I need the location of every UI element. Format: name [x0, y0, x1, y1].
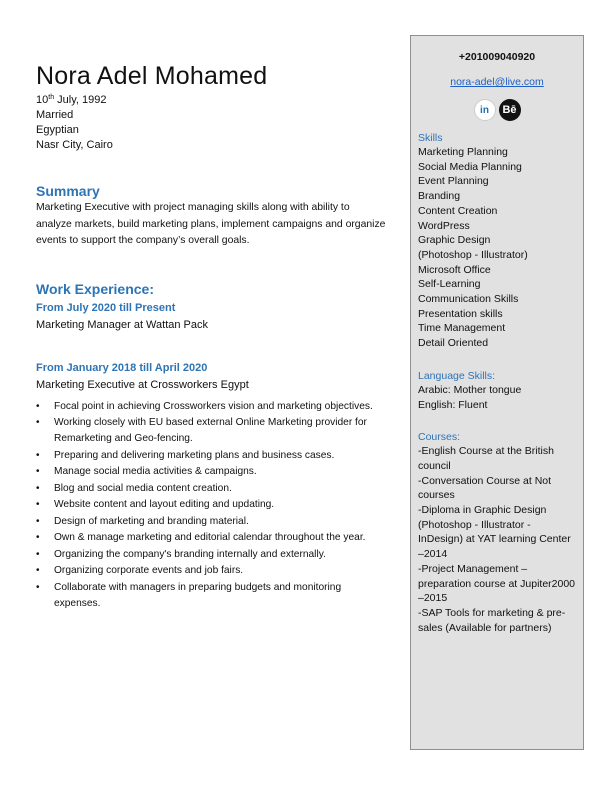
skill-item: Microsoft Office [418, 263, 491, 276]
course-item: -English Course at the British council [418, 445, 554, 472]
job-dates: From July 2020 till Present [36, 301, 176, 314]
skill-item: WordPress [418, 219, 470, 232]
course-item: -SAP Tools for marketing & pre-sales (Available for partners) [418, 606, 566, 634]
duty-item: • Organizing corporate events and job fairs. [36, 563, 386, 579]
language-heading: Language Skills: [418, 369, 496, 382]
experience-section [36, 280, 386, 612]
skill-item: Detail Oriented [418, 337, 489, 350]
skill-item: Communication Skills [418, 293, 519, 306]
behance-icon[interactable]: Bē [499, 99, 521, 121]
sidebar [410, 35, 584, 750]
duty-item: • Design of marketing and branding material. [36, 514, 386, 530]
bullet-icon: • [36, 565, 40, 576]
phone-number: +201009040920 [458, 51, 536, 63]
candidate-name: Nora Adel Mohamed [36, 62, 268, 90]
skill-item: Event Planning [418, 175, 489, 188]
duty-item: • Working closely with EU based external Online Marketing provider for Remarketing and Geo-fencing. [36, 417, 367, 444]
skill-item: Social Media Planning [418, 160, 522, 173]
summary-section [36, 182, 386, 250]
summary-heading: Summary [36, 183, 100, 199]
skill-item: Content Creation [418, 204, 498, 217]
nationality: Egyptian [36, 124, 79, 136]
duty-item: • Preparing and delivering marketing plans and business cases. [36, 448, 386, 464]
experience-heading: Work Experience: [36, 280, 155, 297]
bullet-icon: • [36, 515, 40, 527]
linkedin-icon[interactable]: in [474, 99, 496, 121]
email [411, 76, 583, 88]
duty-item: • Focal point in achieving Crossworkers vision and marketing objectives. [36, 399, 386, 415]
dob-rest: July, 1992 [54, 94, 107, 106]
course-item: -Conversation Course at Not courses [418, 474, 552, 502]
duty-item: • Manage social media activities & campaigns. [36, 464, 386, 480]
skill-item: (Photoshop - Illustrator) [418, 248, 528, 261]
location: Nasr City, Cairo [36, 139, 113, 151]
language-list [418, 383, 583, 412]
bullet-icon: • [36, 581, 40, 593]
bullet-icon: • [36, 482, 40, 494]
bullet-icon: • [36, 400, 40, 412]
dob-day: 10 [36, 94, 49, 106]
summary-text: Marketing Executive with project managing skills along with ability to analyze markets, build marketing plans, implement campaigns and organize events to support the company’s overall goals. [36, 202, 386, 246]
skills-heading: Skills [418, 132, 443, 144]
personal-info [36, 93, 386, 153]
duties-list [36, 399, 386, 612]
duty-item: • Website content and layout editing and updating. [36, 497, 386, 513]
job-title: Marketing Manager at Wattan Pack [36, 318, 209, 331]
marital-status: Married [36, 109, 74, 121]
social-links [411, 99, 583, 121]
skill-item: Time Management [418, 322, 506, 335]
bullet-icon: • [36, 499, 40, 510]
main-column [36, 60, 386, 612]
skills-list [418, 145, 583, 351]
bullet-icon: • [36, 548, 40, 560]
courses-heading: Courses: [418, 431, 461, 444]
duty-item: • Blog and social media content creation. [36, 481, 386, 497]
dob-suffix: th [48, 94, 55, 101]
courses-list [418, 444, 583, 635]
language-item: English: Fluent [418, 398, 488, 411]
birth-date [36, 93, 386, 108]
duty-item: • Own & manage marketing and editorial calendar throughout the year. [36, 530, 386, 546]
job-title: Marketing Executive at Crossworkers Egypt [36, 378, 249, 391]
course-item: -Project Management – preparation course at Jupiter2000 –2015 [418, 562, 576, 605]
bullet-icon: • [36, 449, 40, 461]
skill-item: Graphic Design [418, 234, 491, 247]
skill-item: Presentation skills [418, 307, 503, 320]
skill-item: Self-Learning [418, 278, 481, 291]
skill-item: Marketing Planning [418, 146, 508, 158]
course-item: -Diploma in Graphic Design (Photoshop - Illustrator - InDesign) at YAT learning Center –2014 [418, 504, 571, 561]
language-item: Arabic: Mother tongue [418, 383, 522, 396]
bullet-icon: • [36, 532, 40, 543]
skill-item: Branding [418, 190, 461, 203]
job-dates: From January 2018 till April 2020 [36, 361, 208, 374]
bullet-icon: • [36, 466, 40, 477]
email-link[interactable]: nora-adel@live.com [450, 76, 544, 88]
duty-item: • Organizing the company's branding internally and externally. [36, 547, 386, 563]
bullet-icon: • [36, 417, 40, 428]
duty-item: • Collaborate with managers in preparing budgets and monitoring expenses. [36, 581, 342, 609]
